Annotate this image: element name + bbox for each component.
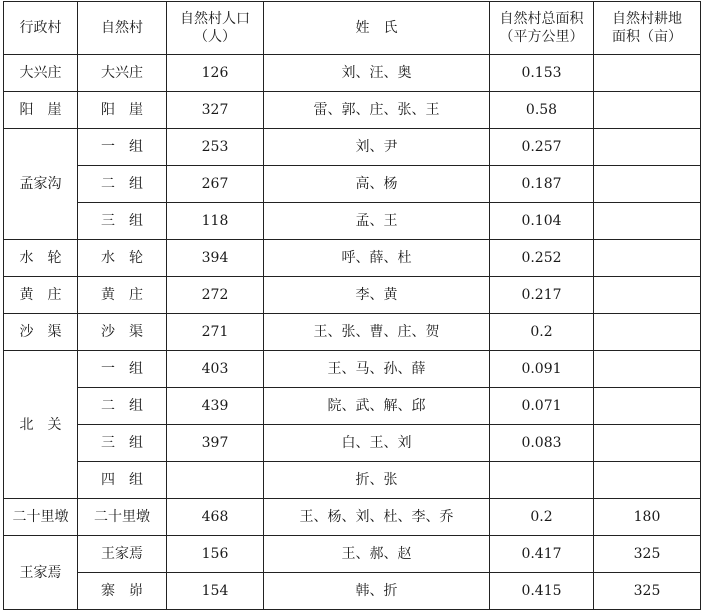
area-cell: 0.58 bbox=[490, 92, 594, 129]
population-cell: 156 bbox=[167, 536, 264, 573]
area-cell: 0.153 bbox=[490, 55, 594, 92]
surnames-cell: 孟、王 bbox=[264, 203, 490, 240]
population-cell: 272 bbox=[167, 277, 264, 314]
population-cell: 397 bbox=[167, 425, 264, 462]
admin-village-cell: 孟家沟 bbox=[4, 129, 78, 240]
surnames-cell: 折、张 bbox=[264, 462, 490, 499]
table-row bbox=[4, 129, 701, 166]
header-surnames: 姓 氏 bbox=[264, 2, 490, 55]
population-cell: 271 bbox=[167, 314, 264, 351]
population-cell: 253 bbox=[167, 129, 264, 166]
farmland-cell bbox=[594, 203, 701, 240]
table-row bbox=[4, 499, 701, 536]
header-population-line2: （人） bbox=[194, 29, 236, 45]
farmland-cell bbox=[594, 55, 701, 92]
farmland-cell: 325 bbox=[594, 573, 701, 610]
village-table bbox=[3, 1, 701, 610]
surnames-cell: 雷、郭、庄、张、王 bbox=[264, 92, 490, 129]
surnames-cell: 王、杨、刘、杜、李、乔 bbox=[264, 499, 490, 536]
table-row bbox=[4, 203, 701, 240]
admin-village-cell: 北 关 bbox=[4, 351, 78, 499]
farmland-cell bbox=[594, 425, 701, 462]
header-admin-village: 行政村 bbox=[4, 2, 78, 55]
area-cell: 0.071 bbox=[490, 388, 594, 425]
natural-village-cell: 二 组 bbox=[78, 388, 167, 425]
admin-village-cell: 沙 渠 bbox=[4, 314, 78, 351]
farmland-cell bbox=[594, 92, 701, 129]
header-population-line1: 自然村人口 bbox=[180, 11, 250, 27]
area-cell: 0.091 bbox=[490, 351, 594, 388]
table-row bbox=[4, 55, 701, 92]
natural-village-cell: 黄 庄 bbox=[78, 277, 167, 314]
table-row bbox=[4, 240, 701, 277]
table-body bbox=[4, 55, 701, 610]
natural-village-cell: 沙 渠 bbox=[78, 314, 167, 351]
farmland-cell bbox=[594, 351, 701, 388]
natural-village-cell: 阳 崖 bbox=[78, 92, 167, 129]
natural-village-cell: 四 组 bbox=[78, 462, 167, 499]
natural-village-cell: 三 组 bbox=[78, 425, 167, 462]
header-area bbox=[490, 2, 594, 55]
population-cell: 327 bbox=[167, 92, 264, 129]
surnames-cell: 李、黄 bbox=[264, 277, 490, 314]
natural-village-cell: 寨 峁 bbox=[78, 573, 167, 610]
population-cell: 403 bbox=[167, 351, 264, 388]
admin-village-cell: 阳 崖 bbox=[4, 92, 78, 129]
area-cell: 0.2 bbox=[490, 314, 594, 351]
population-cell: 267 bbox=[167, 166, 264, 203]
farmland-cell: 325 bbox=[594, 536, 701, 573]
natural-village-cell: 一 组 bbox=[78, 351, 167, 388]
header-farmland-line2: 面积（亩） bbox=[612, 29, 682, 45]
population-cell bbox=[167, 462, 264, 499]
admin-village-cell: 二十里墩 bbox=[4, 499, 78, 536]
area-cell bbox=[490, 462, 594, 499]
surnames-cell: 高、杨 bbox=[264, 166, 490, 203]
population-cell: 118 bbox=[167, 203, 264, 240]
area-cell: 0.187 bbox=[490, 166, 594, 203]
farmland-cell bbox=[594, 462, 701, 499]
population-cell: 439 bbox=[167, 388, 264, 425]
farmland-cell bbox=[594, 277, 701, 314]
header-farmland-line1: 自然村耕地 bbox=[612, 11, 682, 27]
admin-village-cell: 黄 庄 bbox=[4, 277, 78, 314]
population-cell: 126 bbox=[167, 55, 264, 92]
area-cell: 0.252 bbox=[490, 240, 594, 277]
farmland-cell bbox=[594, 166, 701, 203]
population-cell: 394 bbox=[167, 240, 264, 277]
table-row bbox=[4, 462, 701, 499]
table-row bbox=[4, 314, 701, 351]
surnames-cell: 呼、薛、杜 bbox=[264, 240, 490, 277]
area-cell: 0.104 bbox=[490, 203, 594, 240]
natural-village-cell: 王家焉 bbox=[78, 536, 167, 573]
admin-village-cell: 大兴庄 bbox=[4, 55, 78, 92]
farmland-cell bbox=[594, 240, 701, 277]
admin-village-cell: 水 轮 bbox=[4, 240, 78, 277]
area-cell: 0.083 bbox=[490, 425, 594, 462]
surnames-cell: 王、郝、赵 bbox=[264, 536, 490, 573]
table-header bbox=[4, 2, 701, 55]
farmland-cell bbox=[594, 129, 701, 166]
header-area-line1: 自然村总面积 bbox=[499, 11, 584, 27]
area-cell: 0.2 bbox=[490, 499, 594, 536]
table-row bbox=[4, 425, 701, 462]
area-cell: 0.415 bbox=[490, 573, 594, 610]
farmland-cell bbox=[594, 388, 701, 425]
population-cell: 154 bbox=[167, 573, 264, 610]
table-row bbox=[4, 573, 701, 610]
surnames-cell: 刘、汪、奥 bbox=[264, 55, 490, 92]
surnames-cell: 刘、尹 bbox=[264, 129, 490, 166]
header-natural-village: 自然村 bbox=[78, 2, 167, 55]
header-population bbox=[167, 2, 264, 55]
natural-village-cell: 大兴庄 bbox=[78, 55, 167, 92]
farmland-cell bbox=[594, 314, 701, 351]
area-cell: 0.257 bbox=[490, 129, 594, 166]
table-row bbox=[4, 166, 701, 203]
table-row bbox=[4, 277, 701, 314]
natural-village-cell: 一 组 bbox=[78, 129, 167, 166]
surnames-cell: 王、马、孙、薛 bbox=[264, 351, 490, 388]
surnames-cell: 王、张、曹、庄、贺 bbox=[264, 314, 490, 351]
natural-village-cell: 二 组 bbox=[78, 166, 167, 203]
table-row bbox=[4, 388, 701, 425]
population-cell: 468 bbox=[167, 499, 264, 536]
table-row bbox=[4, 536, 701, 573]
table-row bbox=[4, 92, 701, 129]
area-cell: 0.217 bbox=[490, 277, 594, 314]
admin-village-cell: 王家焉 bbox=[4, 536, 78, 610]
natural-village-cell: 三 组 bbox=[78, 203, 167, 240]
header-farmland bbox=[594, 2, 701, 55]
natural-village-cell: 二十里墩 bbox=[78, 499, 167, 536]
area-cell: 0.417 bbox=[490, 536, 594, 573]
table-row bbox=[4, 351, 701, 388]
header-area-line2: （平方公里） bbox=[499, 29, 584, 45]
natural-village-cell: 水 轮 bbox=[78, 240, 167, 277]
farmland-cell: 180 bbox=[594, 499, 701, 536]
surnames-cell: 院、武、解、邱 bbox=[264, 388, 490, 425]
header-row bbox=[4, 2, 701, 55]
surnames-cell: 白、王、刘 bbox=[264, 425, 490, 462]
surnames-cell: 韩、折 bbox=[264, 573, 490, 610]
